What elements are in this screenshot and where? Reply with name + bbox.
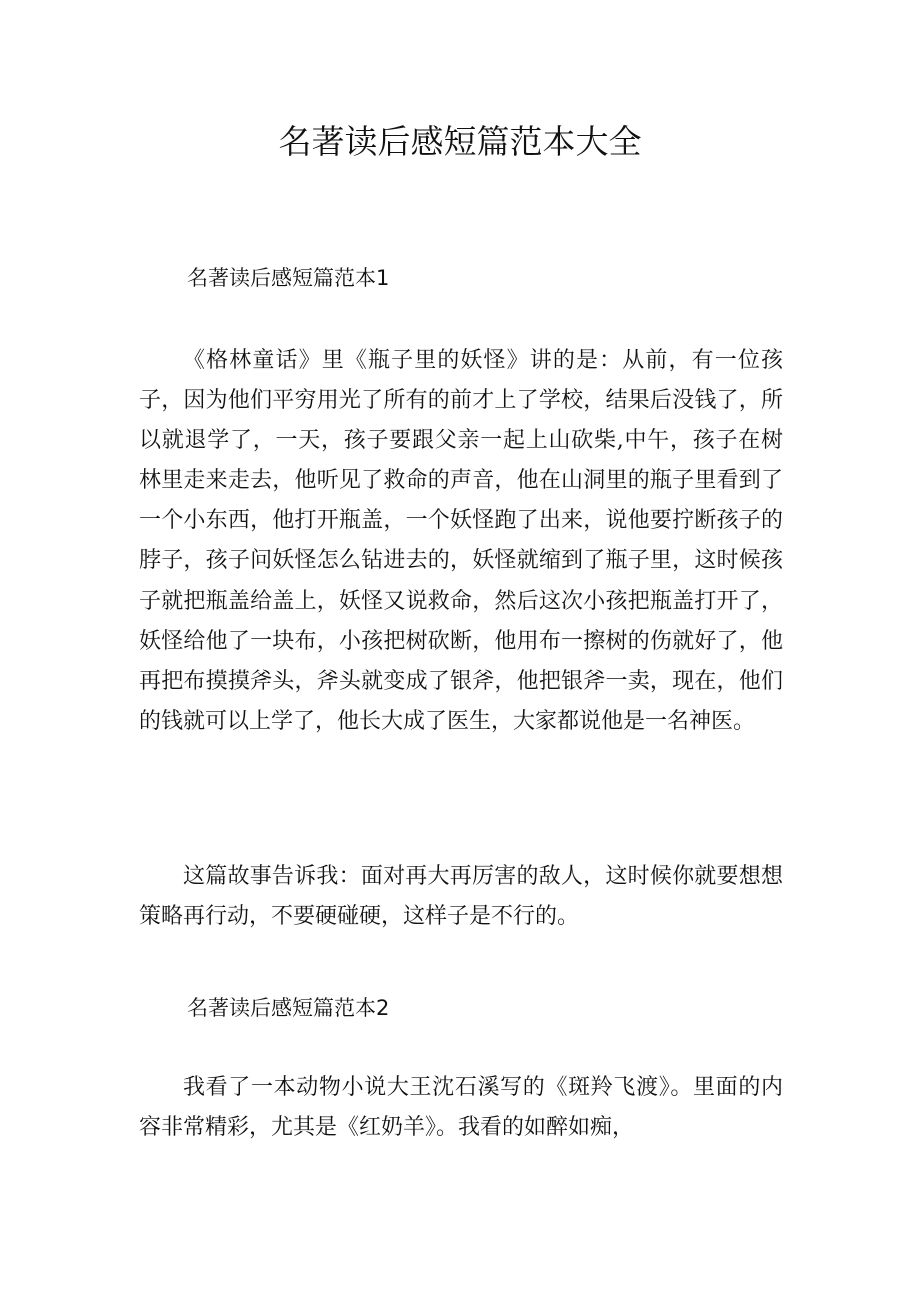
section-heading-1: 名著读后感短篇范本1 bbox=[187, 266, 390, 290]
paragraph-3: 我看了一本动物小说大王沈石溪写的《斑羚飞渡》。里面的内容非常精彩，尤其是《红奶羊》。我看的如醉如痴， bbox=[139, 1075, 783, 1141]
paragraph-2: 这篇故事告诉我：面对再大再厉害的敌人，这时候你就要想想策略再行动，不要硬碰硬，这样子是不行的。 bbox=[139, 864, 783, 930]
section-heading-2: 名著读后感短篇范本2 bbox=[187, 996, 390, 1020]
document-title: 名著读后感短篇范本大全 bbox=[278, 122, 642, 161]
paragraph-1: 《格林童话》里《瓶子里的妖怪》讲的是：从前，有一位孩子，因为他们平穷用光了所有的前才上了学校，结果后没钱了，所以就退学了，一天，孩子要跟父亲一起上山砍柴,中午，孩子在树林里走来走去，他听见了救命的声音，他在山洞里的瓶子里看到了一个小东西，他打开瓶盖，一个妖怪跑了出来，说他要拧断孩子的脖子，孩子问妖怪怎么钻进去的，妖怪就缩到了瓶子里，这时候孩子就把瓶盖给盖上，妖怪又说救命，然后这次小孩把瓶盖打开了，妖怪给他了一块布，小孩把树砍断，他用布一擦树的伤就好了，他再把布摸摸斧头，斧头就变成了银斧，他把银斧一卖，现在，他们的钱就可以上学了，他长大成了医生，大家都说他是一名神医。 bbox=[139, 348, 783, 734]
